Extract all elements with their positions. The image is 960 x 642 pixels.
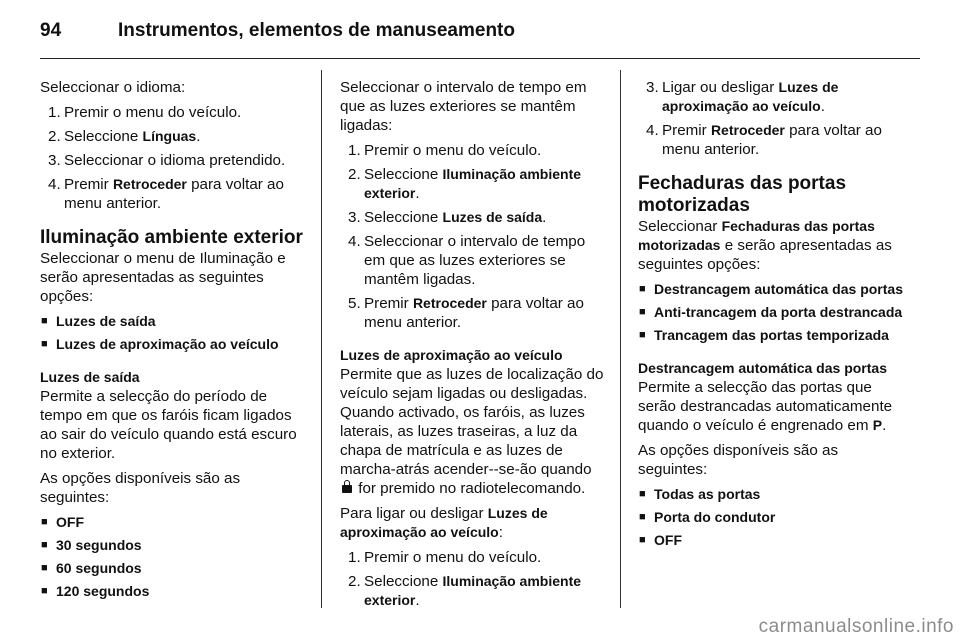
bold-term: Luzes de saída — [442, 209, 543, 225]
step-list — [340, 548, 606, 610]
option-item: ■ Luzes de saída — [40, 312, 306, 331]
option-list — [40, 513, 306, 601]
option-item: ■ Anti-trancagem da porta destrancada — [638, 303, 904, 322]
bold-term: Fechaduras das portas motorizadas — [638, 218, 875, 253]
option-item: ■ 60 segundos — [40, 559, 306, 578]
paragraph — [340, 365, 606, 498]
step-text: Ligar ou desligar — [662, 79, 779, 96]
option-item: ■ Todas as portas — [638, 485, 904, 504]
step-number: 1. — [48, 104, 61, 121]
step-number: 3. — [646, 79, 659, 96]
step-text: Seleccione — [364, 166, 443, 183]
bold-term: Luzes de aproximação ao veículo — [662, 79, 839, 114]
step-text: para voltar ao menu anterior. — [64, 176, 284, 212]
step-number: 1. — [348, 549, 361, 566]
step-text: Premir o menu do veículo. — [364, 549, 542, 566]
bold-term: Iluminação ambiente exterior — [364, 573, 582, 608]
paragraph-text: Permite que as luzes de localização do veículo sejam ligadas ou desligadas. Quando activado, os faróis, as luzes laterais, as luzes traseiras, a luz da chapa de matrícula e as luzes de marcha-atrás acender--se-ão quando — [340, 366, 604, 478]
step-number: 3. — [48, 152, 61, 169]
step-text: Premir o menu do veículo. — [364, 142, 542, 159]
option-item: ■ OFF — [638, 531, 904, 550]
paragraph — [340, 504, 606, 542]
step-number: 4. — [646, 122, 659, 139]
step-list — [638, 78, 904, 159]
step-item — [340, 141, 606, 160]
paragraph-text: for premido no radiotelecomando. — [358, 480, 586, 497]
step-text: . — [196, 128, 201, 145]
step-item — [340, 548, 606, 567]
page-title: Instrumentos, elementos de manuseamento — [118, 20, 515, 41]
intro-text: Seleccionar o intervalo de tempo em que as luzes exteriores se mantêm ligadas: — [340, 79, 587, 134]
bold-term: Luzes de aproximação ao veículo — [340, 505, 548, 540]
column-1 — [40, 78, 306, 607]
step-text: para voltar ao menu anterior. — [364, 295, 584, 331]
step-text: Seleccionar o idioma pretendido. — [64, 152, 286, 169]
step-text: Seleccionar o intervalo de tempo em que as luzes exteriores se mantêm ligadas. — [364, 233, 586, 288]
step-text: . — [415, 185, 420, 202]
option-list — [638, 280, 904, 345]
bold-term: Retroceder — [112, 176, 187, 192]
column-divider — [321, 70, 322, 608]
lock-icon — [342, 485, 352, 493]
step-number: 4. — [348, 233, 361, 250]
paragraph-text: . — [882, 417, 887, 434]
step-number: 1. — [348, 142, 361, 159]
step-list — [40, 103, 306, 213]
page-header — [40, 20, 515, 44]
step-text: . — [542, 209, 547, 226]
step-item — [340, 232, 606, 289]
column-2 — [340, 78, 606, 616]
section-heading: Fechaduras das portas motorizadas — [638, 173, 847, 216]
paragraph-text: Permite a selecção das portas que serão destrancadas automaticamente quando o veículo é engrenado em — [638, 379, 893, 434]
option-item: ■ Trancagem das portas temporizada — [638, 326, 904, 345]
paragraph-text: Seleccionar — [638, 218, 722, 235]
option-item: ■ 120 segundos — [40, 582, 306, 601]
step-item — [40, 175, 306, 213]
section-text — [638, 217, 904, 274]
step-number: 2. — [348, 166, 361, 183]
step-item — [340, 208, 606, 227]
bold-term: Retroceder — [710, 122, 785, 138]
option-item: ■ OFF — [40, 513, 306, 532]
subsection-heading: Destrancagem automática das portas — [638, 360, 887, 376]
step-text: Seleccione — [64, 128, 143, 145]
step-text: . — [415, 592, 420, 609]
step-text: . — [820, 98, 825, 115]
bold-term: Iluminação ambiente exterior — [364, 166, 582, 201]
step-item — [638, 121, 904, 159]
step-number: 4. — [48, 176, 61, 193]
step-item — [340, 165, 606, 203]
subsection-heading: Luzes de aproximação ao veículo — [340, 347, 563, 363]
subsection-heading: Luzes de saída — [40, 369, 140, 385]
step-text: Premir o menu do veículo. — [64, 104, 242, 121]
step-text: para voltar ao menu anterior. — [662, 122, 882, 158]
step-item — [40, 151, 306, 170]
step-number: 2. — [48, 128, 61, 145]
step-text: Seleccione — [364, 573, 443, 590]
paragraph — [638, 378, 904, 435]
section-text: Seleccionar o menu de Iluminação e serão apresentadas as seguintes opções: — [40, 250, 286, 305]
option-list — [40, 312, 306, 354]
step-number: 2. — [348, 573, 361, 590]
option-item: ■ Luzes de aproximação ao veículo — [40, 335, 306, 354]
step-text: Premir — [64, 176, 113, 193]
bold-term: Retroceder — [412, 295, 487, 311]
bold-term: Línguas — [142, 128, 197, 144]
option-item: ■ Porta do condutor — [638, 508, 904, 527]
step-number: 5. — [348, 295, 361, 312]
paragraph-text: Para ligar ou desligar — [340, 505, 488, 522]
option-item: ■ 30 segundos — [40, 536, 306, 555]
option-item: ■ Destrancagem automática das portas — [638, 280, 904, 299]
paragraph: Permite a selecção do período de tempo em que os faróis ficam ligados ao sair do veículo quando está escuro no exterior. — [40, 388, 297, 462]
step-text: Seleccione — [364, 209, 443, 226]
intro-text: Seleccionar o idioma: — [40, 79, 186, 96]
step-list — [340, 141, 606, 332]
column-divider — [620, 70, 621, 608]
step-item — [40, 103, 306, 122]
bold-term: P — [872, 417, 883, 433]
step-item — [638, 78, 904, 116]
step-item — [40, 127, 306, 146]
option-list — [638, 485, 904, 550]
step-number: 3. — [348, 209, 361, 226]
column-3 — [638, 78, 904, 556]
paragraph-text: e serão apresentadas as seguintes opções: — [638, 237, 892, 273]
header-rule — [40, 58, 920, 59]
step-text: Premir — [662, 122, 711, 139]
paragraph: As opções disponíveis são as seguintes: — [638, 442, 839, 478]
paragraph-text: : — [498, 524, 503, 541]
page-number: 94 — [40, 20, 62, 41]
paragraph: As opções disponíveis são as seguintes: — [40, 470, 241, 506]
step-text: Premir — [364, 295, 413, 312]
section-heading: Iluminação ambiente exterior — [40, 227, 303, 248]
step-item — [340, 294, 606, 332]
step-item — [340, 572, 606, 610]
watermark: carmanualsonline.info — [758, 616, 954, 637]
